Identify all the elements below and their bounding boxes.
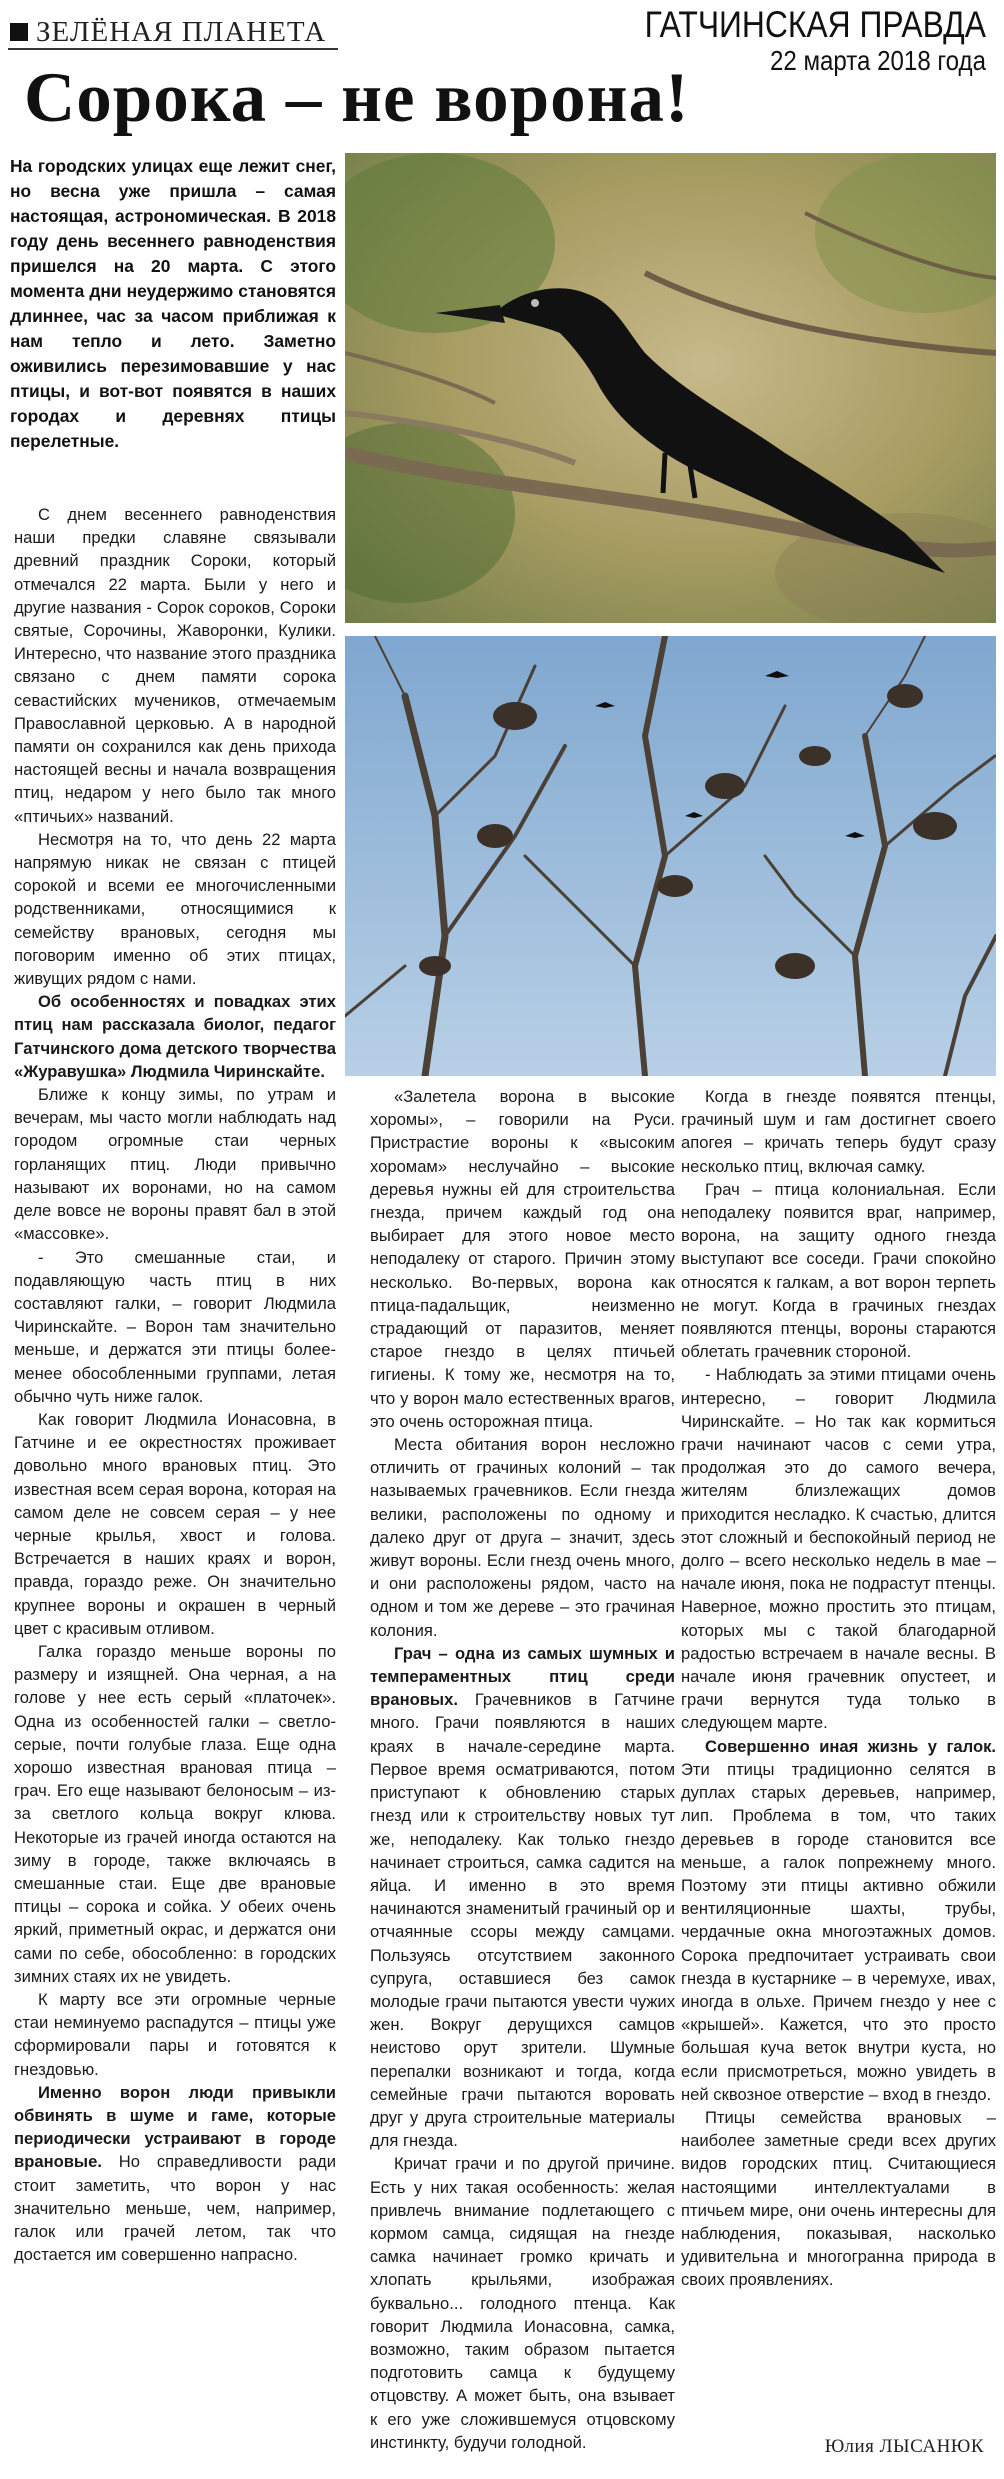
paragraph: Грач – птица колониальная. Если неподалеку появится враг, например, ворона, на защиту одного гнезда выступают все соседи. Грачи спокойно относятся к галкам, а вот ворон терпеть не могут. Когда в грачиных гнездах появляются птенцы, вороны стараются облетать грачевник стороной. [681,1179,996,1362]
article-column-3 [681,1085,996,2365]
paragraph [14,2081,336,2267]
paragraph: Птицы семейства врановых – наиболее заметные среди всех других видов городских птиц. Считающиеся настоящими интеллектуалами в птичьем мире, они очень интересны для наблюдения, показывая, насколько удивительна и многогранна природа в своих проявлениях. [681,2107,996,2290]
paragraph: Места обитания ворон несложно отличить от грачиных колоний – так называемых грачевников. Если гнезда велики, расположены по одному и далеко друг от друга – значит, здесь живут вороны. Если гнезд очень много, и они расположены рядом, часто на одном и том же дереве – это грачиная колония. [370,1435,675,1640]
subhead-inline: Грач – одна из самых шумных и темпераментных птиц среди врановых. [370,1643,675,1710]
paragraph: Когда в гнезде появятся птенцы, грачиный шум и гам достигнет своего апогея – кричать теперь будут сразу несколько птиц, включая самку. [681,1087,996,1176]
paragraph-continuation: Эти птицы традиционно селятся в дуплах старых деревьев, например, лип. Проблема в том, что таких деревьев в городе становится все меньше, а галок попрежнему много. Поэтому эти птицы активно обжили вентиляционные шахты, трубы, чердачные окна многоэтажных домов. Сорока предпочитает устраивать свои гнезда в кустарнике – в черемухе, ивах, иногда в ольхе. Причем гнездо у нее с «крышей». Кажется, что это просто большая куча веток внутри куста, но если присмотреться, можно увидеть в ней сквозное отверстие – вход в гнездо. [681,1759,996,2104]
issue-date: 22 марта 2018 года [770,45,986,76]
paragraph: Галка гораздо меньше вороны по размеру и изящней. Она черная, а на голове у нее есть серый «платочек». Одна из особенностей галки – светло-серые, почти голубые глаза. Еще одна хорошо известная врановая птица – грач. Его еще называют белоносым – из-за светлого кольца вокруг клюва. Некоторые из грачей иногда остаются на зиму в городе, также включаясь в смешанные стаи. Еще две врановые птицы – сорока и сойка. У обеих очень яркий, приметный окрас, и держатся они сами по себе, обособленно: в городских зимних стаях их не увидеть. [14,1641,336,1986]
paragraph: Как говорит Людмила Ионасовна, в Гатчине и ее окрестностях проживает довольно много врановых птиц. Это известная всем серая ворона, которая на самом деле не совсем серая – у нее черные крылья, хвост и голова. Встречается в наших краях и ворон, правда, гораздо реже. Он значительно крупнее вороны и окрашен в черный цвет с красивым отливом. [14,1409,336,1638]
raven-illustration [345,153,996,623]
author-signature: Юлия ЛЫСАНЮК [824,2436,984,2457]
rookery-illustration [345,636,996,1076]
rubric-divider [8,48,338,50]
raven-photo [345,153,996,623]
rubric [10,14,326,50]
article-column-1 [14,503,336,2443]
paragraph-continuation: Но справедливости ради стоит заметить, что ворон у нас значительно меньше, чем, например, галок или грачей летом, так что достается им совершенно напрасно. [14,2152,336,2265]
paragraph: - Наблюдать за этими птицами очень интересно, – говорит Людмила Чиринскайте. – Но так как кормиться грачи начинают часов с семи утра, продолжая это до самого вечера, жителям близлежащих домов приходится несладко. К счастью, длится этот сложный и беспокойный период не долго – всего несколько недель в мае – начале июня, пока не подрастут птенцы. Наверное, можно простить это птицам, которых мы с такой благодарной радостью встречаем в начале весны. В начале июня грачевник опустеет, и грачи вернутся туда только в следующем марте. [681,1365,996,1733]
paragraph: - Это смешанные стаи, и подавляющую часть птиц в них составляют галки, – говорит Людмила Чиринскайте. – Ворон там значительно меньше, и держатся эти птицы более-менее обособленными группами, летая обычно чуть ниже галок. [14,1247,336,1406]
newspaper-name: ГАТЧИНСКАЯ ПРАВДА [644,4,986,45]
paragraph-continuation: Грачевников в Гатчине много. Грачи появляются в наших краях в начале-середине марта. Первое время осматриваются, потом приступают к обновлению старых гнезд или к строительству новых тут же, неподалеку. Как только гнездо начинает строиться, самка садится на яйца. И именно в это время начинаются знаменитый грачиный ор и отчаянные ссоры между самцами. Пользуясь отсутствием законного супруга, оставшиеся без самок молодые грачи пытаются увести чужих жен. Вокруг дерущихся самцов неистово орут зрители. Шумные перепалки возникают и тогда, когда семейные грачи пытаются воровать друг у друга строительные материалы для гнезда. [370,1690,675,2151]
subhead-inline: Совершенно иная жизнь у галок. [705,1736,996,1756]
subhead-inline: Именно ворон люди привыкли обвинять в шуме и гаме, которые периодически устраивают в городе врановые. [14,2082,336,2172]
rookery-photo [345,636,996,1076]
article-column-2 [370,1085,675,2465]
paragraph: Ближе к концу зимы, по утрам и вечерам, мы часто могли наблюдать над городом огромные стаи черных горланящих птиц. Люди привычно называют их воронами, но на самом деле вовсе не вороны правят бал в этой «массовке». [14,1085,336,1244]
paragraph: Несмотря на то, что день 22 марта напрямую никак не связан с птицей сорокой и всеми ее многочисленными родственниками, относящимися к семейству врановых, сегодня мы поговорим именно об этих птицах, живущих рядом с нами. [14,829,336,989]
article-lead: На городских улицах еще лежит снег, но весна уже пришла – самая настоящая, астрономическая. В 2018 году день весеннего равноденствия пришелся на 20 марта. С этого момента дни неудержимо становятся длиннее, час за часом приближая к нам тепло и лето. Заметно оживились перезимовавшие у нас птицы, и вот-вот появятся в наших городах и деревнях птицы перелетные. [10,156,336,451]
paragraph: С днем весеннего равноденствия наши предки славяне связывали древний праздник Сороки, который отмечался 22 марта. Были у него и другие названия - Сорок сороков, Сороки святые, Сорочины, Жаворонки, Кулики. Интересно, что название этого праздника связано с днем памяти сорока севастийских мучеников, отмечаемым Православной церковью. А в народной памяти он сохранился как день прихода настоящей весны и начала возвращения птиц, недаром у него было так много «птичьих» названий. [14,505,336,826]
article-title: Сорока – не ворона! [24,59,690,137]
paragraph: Кричат грачи и по другой причине. Есть у них такая особенность: желая привлечь внимание подлетающего с кормом самца, сидящая на гнезде самка начинает громко кричать и хлопать крыльями, изображая буквально... голодного птенца. Как говорит Людмила Ионасовна, самка, возможно, таким образом пытается подготовить самца к будущему отцовству. А может быть, она взывает к его уже сложившемуся отцовскому инстинкту, будучи голодной. [370,2154,675,2452]
paragraph-bold: Об особенностях и повадках этих птиц нам рассказала биолог, педагог Гатчинского дома детского творчества «Журавушка» Людмила Чиринскайте. [14,992,336,1081]
rubric-label: ЗЕЛЁНАЯ ПЛАНЕТА [36,15,327,48]
paragraph [370,1642,675,2152]
paragraph: «Залетела ворона в высокие хоромы», – говорили на Руси. Пристрастие вороны к «высоким хоромам» неслучайно – высокие деревья нужны ей для строительства гнезда, причем каждый год она выбирает для этого новое место неподалеку от старого. Причин этому несколько. Во-первых, ворона как птица-падальщик, неизменно страдающий от паразитов, меняет старое гнездо в целях птичьей гигиены. К тому же, несмотря на то, что у ворон мало естественных врагов, это очень осторожная птица. [370,1087,675,1431]
rubric-square-icon [10,23,28,41]
paragraph: К марту все эти огромные черные стаи неминуемо распадутся – птицы уже сформировали пары и готовятся к гнездовью. [14,1990,336,2079]
paragraph [681,1735,996,2106]
